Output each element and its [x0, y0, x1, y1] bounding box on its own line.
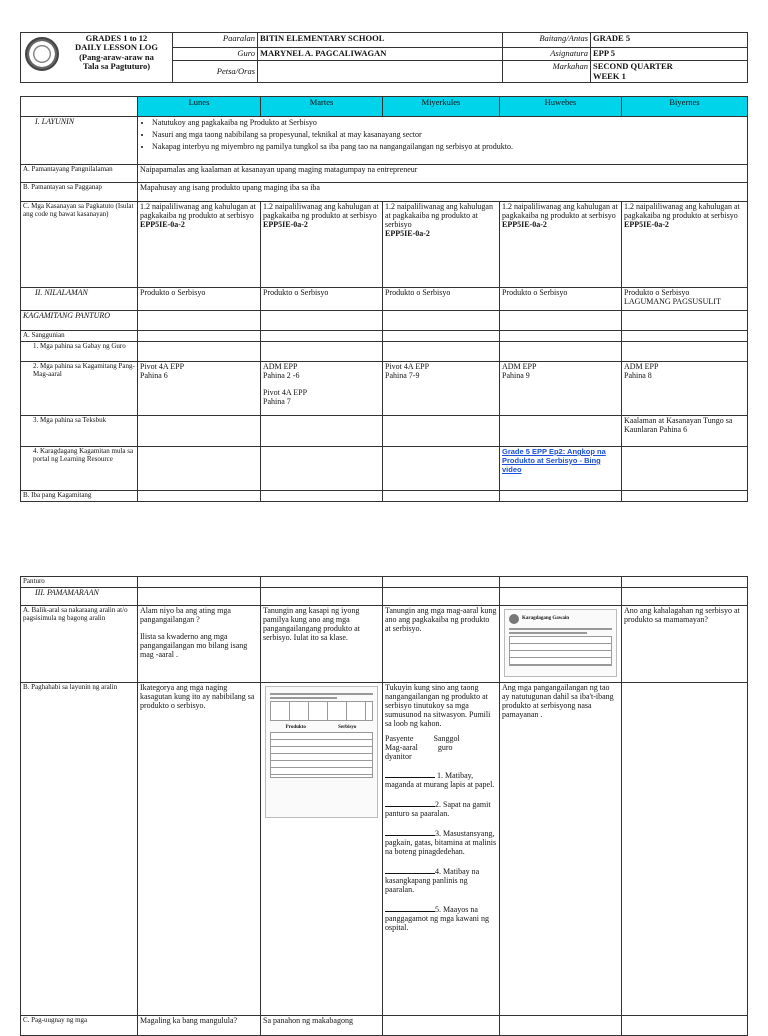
pag-uugnay-label: C. Pag-uugnay ng mga: [21, 1015, 138, 1035]
kasanayan-cell: [383, 202, 500, 288]
paghahabi-cell: [383, 682, 500, 1015]
nilalaman-value: Produkto o Serbisyo: [624, 288, 690, 297]
header-logo-title: [21, 33, 173, 83]
video-link-cell: [500, 447, 622, 491]
lesson-table-2: [20, 576, 748, 1036]
kasanayan-code: EPP5IE-0a-2: [385, 228, 430, 238]
gabay-guro-label: 1. Mga pahina sa Gabay ng Guro: [21, 342, 138, 362]
ref-text: ADM EPP: [263, 362, 298, 371]
day-header: Biyernes: [622, 97, 748, 117]
answer-blank[interactable]: [385, 769, 435, 778]
ref-page: Pahina 7-9: [385, 370, 420, 380]
day-header: Lunes: [138, 97, 261, 117]
kasanayan-code: EPP5IE-0a-2: [140, 219, 185, 229]
petsa-value: [258, 61, 503, 83]
ref-text: Pivot 4A EPP: [140, 362, 185, 371]
nilalaman-label: II. NILALAMAN: [21, 288, 138, 311]
choice-box-line: Pasyente Sanggol: [385, 733, 460, 743]
lesson-table-1: [20, 96, 748, 502]
asignatura-value: EPP 5: [591, 48, 748, 61]
day-header: Huwebes: [500, 97, 622, 117]
deped-seal-icon: [25, 37, 59, 71]
ref-text: Pivot 4A EPP: [263, 387, 308, 397]
markahan-week: WEEK 1: [593, 70, 626, 81]
paghahabi-cell: Ang mga pangangailangan ng tao ay natutugunan dahil sa iba't-ibang produkto at serbisyong nasa pamayanan .: [500, 682, 622, 1015]
pamantayang-pangnilalaman-label: A. Pamantayang Pangnilalaman: [21, 165, 138, 183]
layunin-list-cell: [138, 117, 748, 165]
header-title-line: GRADES 1 to 12: [85, 33, 148, 43]
question-item: 5. Maayos na panggagamot ng mga kawani ng ospital.: [385, 904, 489, 932]
paaralan-value: BITIN ELEMENTARY SCHOOL: [258, 33, 503, 48]
baitang-value: GRADE 5: [591, 33, 748, 48]
balik-aral-cell: Ano ang kahalagahan ng serbisyo at produkto sa mamamayan?: [622, 605, 748, 682]
ref-page: Pahina 9: [502, 370, 530, 380]
choice-box-line: dyanitor: [385, 751, 412, 761]
layunin-item: • Natutukoy ang pagkakaiba ng Produkto at Serbisyo: [152, 119, 745, 128]
paghahabi-cell: Ikategorya ang mga naging kasagutan kung ito ay nabibilang sa produkto o serbisyo.: [138, 682, 261, 1015]
kasanayan-text: 1.2 naipaliliwanag ang kahulugan at pagkakaiba ng produkto at serbisyo: [624, 202, 740, 220]
kasanayan-code: EPP5IE-0a-2: [263, 219, 308, 229]
header-title-line: DAILY LESSON LOG: [75, 42, 158, 53]
nilalaman-value: Produkto o Serbisyo: [138, 288, 261, 311]
balik-aral-cell: [138, 605, 261, 682]
answer-blank[interactable]: [385, 798, 435, 807]
question-item: 3. Masustansyang, pagkain, gatas, bitamina at malinis na boteng pinagdedehan.: [385, 829, 497, 857]
sanggunian-label: A. Sanggunian: [21, 331, 138, 342]
ref-page: Pahina 7: [263, 396, 291, 406]
header-table: [20, 32, 748, 83]
header-title-line: Tala sa Pagtuturo): [82, 61, 151, 72]
nilalaman-value: Produkto o Serbisyo: [500, 288, 622, 311]
thumbnail-col-header: Produkto: [285, 724, 306, 730]
kagamitang-mag-aaral-cell: [138, 362, 261, 416]
kasanayan-cell: [500, 202, 622, 288]
nilalaman-extra: LAGUMANG PAGSUSULIT: [624, 296, 721, 306]
thumbnail-title: Karagdagang Gawain: [522, 616, 570, 622]
kasanayan-code: EPP5IE-0a-2: [502, 219, 547, 229]
activity-text: Alam niyo ba ang ating mga pangangailangan ?: [140, 605, 231, 624]
ref-text: Pivot 4A EPP: [385, 362, 430, 371]
petsa-label: Petsa/Oras: [173, 61, 258, 83]
day-header: Martes: [261, 97, 383, 117]
markahan-label: Markahan: [503, 61, 591, 83]
header-title-line: (Pang-araw-araw na: [79, 51, 154, 62]
pamantayan-pagganap-value: Mapahusay ang isang produkto upang maging iba sa iba: [138, 183, 748, 202]
balik-aral-label: A. Balik-aral sa nakaraang aralin at/o pagsisimula ng bagong aralin: [21, 605, 138, 682]
iba-pang-kagamitan-label: B. Iba pang Kagamitang: [21, 491, 138, 502]
pag-uugnay-cell: Sa panahon ng makabagong: [261, 1015, 383, 1035]
activity-text: Ilista sa kwaderno ang mga pangangailangan mo bilang isang mag -aaral .: [140, 631, 248, 659]
activity-thumbnail-image: [504, 609, 617, 677]
kasanayan-text: 1.2 naipaliliwanag ang kahulugan at pagkakaiba ng produkto at serbisyo: [140, 202, 256, 220]
video-link[interactable]: Grade 5 EPP Ep2: Angkop na Produkto at Serbisyo - Bing video: [502, 447, 606, 474]
baitang-label: Baitang/Antas: [503, 33, 591, 48]
guro-value: MARYNEL A. PAGCALIWAGAN: [258, 48, 503, 61]
kagamitang-mag-aaral-cell: [622, 362, 748, 416]
karagdagang-kagamitan-label: 4. Karagdagang Kagamitan mula sa portal ng Learning Resource: [21, 447, 138, 491]
markahan-quarter: SECOND QUARTER: [593, 61, 673, 71]
asignatura-label: Asignatura: [503, 48, 591, 61]
balik-aral-cell: Tanungin ang kasapi ng iyong pamilya kung ano ang mga pangangailangang produkto at serbisyo. Iulat ito sa klase.: [261, 605, 383, 682]
kasanayan-code: EPP5IE-0a-2: [624, 219, 669, 229]
kasanayan-text: 1.2 naipaliliwanag ang kahulugan at pagkakaiba ng produkto at serbisyo: [502, 202, 618, 220]
paaralan-label: Paaralan: [173, 33, 258, 48]
question-item: 4. Matibay na kasangkapang panlinis ng paaralan.: [385, 867, 480, 895]
balik-aral-cell: Tanungin ang mga mag-aaral kung ano ang pagkakaiba ng produkto at serbisyo.: [383, 605, 500, 682]
layunin-item: • Nakapag interbyu ng miyembro ng pamilya tungkol sa iba pang tao na nangangailangan ng serbisyo at produkto.: [152, 143, 745, 152]
teksbuk-value: Kaalaman at Kasanayan Tungo sa Kaunlaran Pahina 6: [622, 416, 748, 447]
layunin-list: [140, 119, 745, 152]
nilalaman-cell: [622, 288, 748, 311]
kasanayan-cell: [622, 202, 748, 288]
panturo-label: Panturo: [21, 577, 138, 588]
day-header: Miyerkules: [383, 97, 500, 117]
ref-page: Pahina 8: [624, 370, 652, 380]
layunin-label: I. LAYUNIN: [21, 117, 138, 165]
kagamitang-mag-aaral-label: 2. Mga pahina sa Kagamitang Pang-Mag-aaral: [21, 362, 138, 416]
answer-blank[interactable]: [385, 865, 435, 874]
activity-text: Tukuyin kung sino ang taong nangangailangan ng produkto at serbisyo tinutukoy sa mga sumusunod na sitwasyon. Pumili sa loob ng kahon.: [385, 682, 491, 728]
paghahabi-label: B. Paghahabi sa layunin ng aralin: [21, 682, 138, 1015]
question-item: 1. Matibay, maganda at murang lapis at papel.: [385, 771, 495, 790]
worksheet-thumbnail-image: [265, 686, 378, 818]
markahan-value: [591, 61, 748, 83]
kagamitang-mag-aaral-cell: [261, 362, 383, 416]
nilalaman-value: Produkto o Serbisyo: [383, 288, 500, 311]
pamamaraan-label: III. PAMAMARAAN: [21, 587, 138, 605]
answer-blank[interactable]: [385, 903, 435, 912]
kagamitang-mag-aaral-cell: [383, 362, 500, 416]
question-item: 2. Sapat na gamit panturo sa paaralan.: [385, 800, 491, 819]
kasanayan-text: 1.2 naipaliliwanag ang kahulugan at pagkakaiba ng produkto at serbisyo: [263, 202, 379, 220]
ref-page: Pahina 2 -6: [263, 370, 300, 380]
corner-cell: [21, 97, 138, 117]
ref-text: ADM EPP: [502, 362, 537, 371]
pamantayang-pangnilalaman-value: Naipapamalas ang kaalaman at kasanayan upang maging matagumpay na entrepreneur: [138, 165, 748, 183]
kasanayan-cell: [138, 202, 261, 288]
thumbnail-col-header: Serbisyo: [338, 724, 357, 730]
kagamitan-label: KAGAMITANG PANTURO: [21, 311, 138, 331]
kasanayan-label: C. Mga Kasanayan sa Pagkatuto (Isulat ang code ng bawat kasanayan): [21, 202, 138, 288]
choice-box-line: Mag-aaral guro: [385, 742, 453, 752]
teksbuk-label: 3. Mga pahina sa Teksbuk: [21, 416, 138, 447]
ref-page: Pahina 6: [140, 370, 168, 380]
nilalaman-value: Produkto o Serbisyo: [261, 288, 383, 311]
ref-text: ADM EPP: [624, 362, 659, 371]
guro-label: Guro: [173, 48, 258, 61]
layunin-item: • Nasuri ang mga taong nabibilang sa propesyunal, teknikal at may kasanayang sector: [152, 131, 745, 140]
kagamitang-mag-aaral-cell: [500, 362, 622, 416]
thumbnail-logo-icon: [509, 614, 519, 624]
answer-blank[interactable]: [385, 827, 435, 836]
pag-uugnay-cell: Magaling ka bang mangulula?: [138, 1015, 261, 1035]
balik-aral-cell: [500, 605, 622, 682]
kasanayan-cell: [261, 202, 383, 288]
pamantayan-pagganap-label: B. Pamantayan sa Pagganap: [21, 183, 138, 202]
paghahabi-cell: [261, 682, 383, 1015]
kasanayan-text: 1.2 naipaliliwanag ang kahulugan at pagkakaiba ng produkto at serbisyo: [385, 202, 493, 229]
